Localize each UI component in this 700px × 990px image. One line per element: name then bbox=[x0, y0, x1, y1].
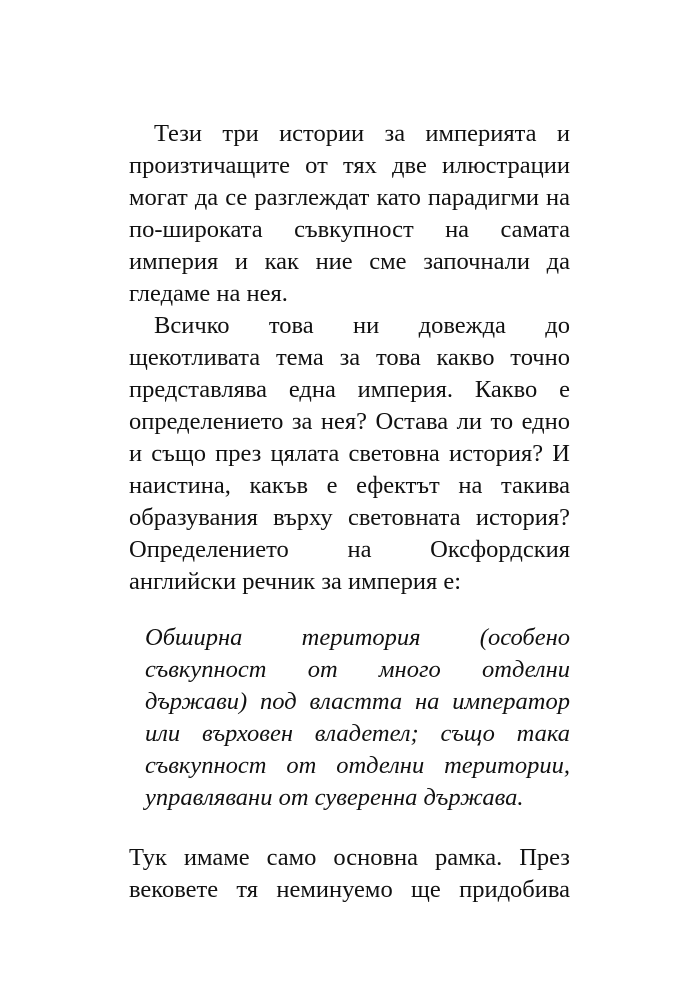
paragraph-2: Всичко това ни довежда до щекотливата тема за това какво точно представлява една империя. Какво е определението за нея? Остава ли то едно и също през цялата световна история? И наистина, какъв е ефектът на такива образувания върху световната история? Определението на Оксфордския английски речник за империя е: bbox=[129, 312, 570, 595]
paragraph-3: Тук имаме само основна рамка. През вековете тя неминуемо ще придобива bbox=[129, 844, 570, 903]
paragraph-1: Тези три истории за империята и произтичащите от тях две илюстрации могат да се разглеждат като парадигми на по-широката съвкупност на самата империя и как ние сме започнали да гледаме на нея. bbox=[129, 120, 570, 307]
page-text bbox=[129, 118, 570, 906]
dictionary-quote: Обширна територия (особено съвкупност от много отделни държави) под властта на император или върховен владетел; също така съвкупност от отделни територии, управлявани от суверенна държава. bbox=[145, 624, 570, 811]
